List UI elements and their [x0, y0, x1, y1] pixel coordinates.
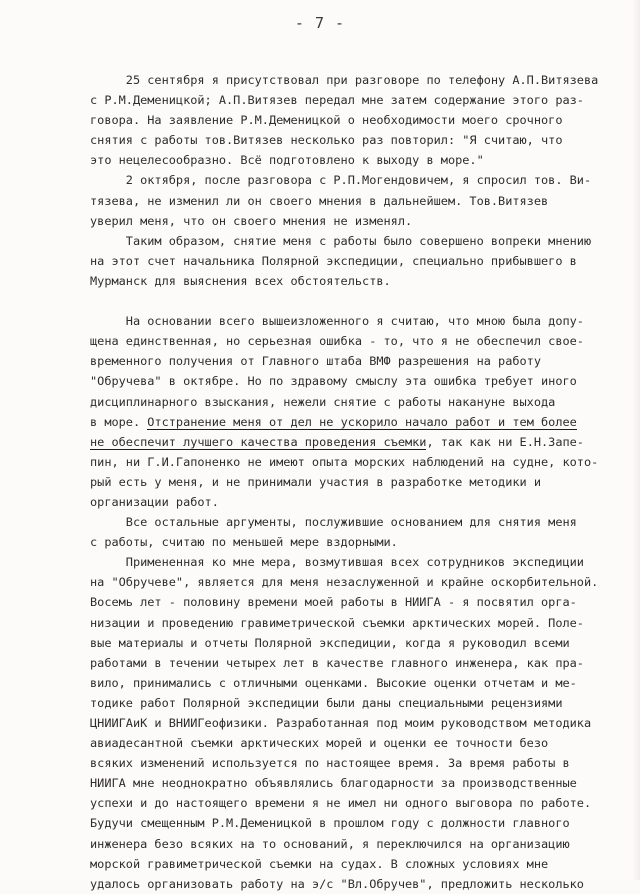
line-text: Восемь лет - половину времени моей работы в НИИГА - я посвятил орга- — [90, 595, 577, 610]
text-line — [90, 90, 630, 110]
line-text: тодике работ Полярной экспедиции были даны специальными рецензиями — [90, 695, 563, 710]
text-line — [90, 271, 630, 291]
line-text: временного получения от Главного штаба ВМФ разрешения на работу — [90, 354, 542, 369]
text-line — [90, 432, 630, 452]
line-text: дисциплинарного взыскания, нежели снятие с работы накануне выхода — [90, 394, 556, 409]
page-number: - 7 - — [294, 14, 346, 32]
line-text: НИИГА мне неоднократно объявлялись благодарности за производственные — [90, 776, 577, 791]
text-line — [90, 713, 630, 733]
line-text: всяких изменений используется по настоящее время. За время работы в — [90, 756, 570, 771]
line-text: на "Обручеве", является для меня незаслуженной и крайне оскорбительной. — [90, 575, 599, 590]
line-text: вые материалы и отчеты Полярной экспедиции, когда я руководил всеми — [90, 635, 570, 650]
line-text: удалось организовать работу на э/с "Вл.Обручев", предложить несколько — [90, 876, 584, 891]
text-line — [90, 572, 630, 592]
line-text: 2 октября, после разговора с Р.П.Могендовичем, я спросил тов. Ви- — [90, 173, 592, 188]
text-line — [90, 130, 630, 150]
text-line — [90, 753, 630, 773]
line-text: в море. — [90, 414, 148, 429]
line-text: пин, ни Г.И.Гапоненко не имеют опыта морских наблюдений на судне, кото- — [90, 454, 599, 469]
text-line — [90, 70, 630, 90]
line-text: низации и проведению гравиметрической съемки арктических морей. Поле- — [90, 615, 584, 630]
text-line — [90, 693, 630, 713]
text-line — [90, 311, 630, 331]
line-text: с Р.М.Деменицкой; А.П.Витязев передал мне затем содержание этого раз- — [90, 93, 584, 108]
text-line — [90, 191, 630, 211]
line-text: говора. На заявление Р.М.Деменицкой о необходимости моего срочного — [90, 113, 563, 128]
text-line — [90, 834, 630, 854]
text-line — [90, 492, 630, 512]
line-text: авиадесантной съемки арктических морей и оценки ее точности безо — [90, 736, 549, 751]
line-text: Таким образом, снятие меня с работы было совершено вопреки мнению — [90, 233, 592, 248]
text-line — [90, 231, 630, 251]
line-text: на этот счет начальника Полярной экспедиции, специально прибывшего в — [90, 253, 577, 268]
line-text: инженера безо всяких на то оснований, я переключился на организацию — [90, 836, 570, 851]
text-line — [90, 773, 630, 793]
text-line — [90, 452, 630, 472]
text-line — [90, 331, 630, 351]
line-text: работами в течении четырех лет в качестве главного инженера, как пра- — [90, 655, 584, 670]
text-line — [90, 653, 630, 673]
text-line — [90, 472, 630, 492]
line-text: с работы, считаю по меньшей мере вздорными. — [90, 535, 398, 550]
text-line — [90, 552, 630, 572]
line-text: это нецелесообразно. Всё подготовлено к выходу в море." — [90, 153, 484, 168]
text-line — [90, 793, 630, 813]
text-line — [90, 412, 630, 432]
text-line — [90, 371, 630, 391]
line-text: снятия с работы тов.Витязев несколько раз повторил: "Я считаю, что — [90, 133, 563, 148]
line-text: морской гравиметрической съемки на судах. В сложных условиях мне — [90, 856, 549, 871]
line-text: Все остальные аргументы, послужившие основанием для снятия меня — [90, 515, 577, 530]
underlined-text: не обеспечит лучшего качества проведения съемки — [90, 434, 427, 449]
text-line — [90, 392, 630, 412]
text-line — [90, 150, 630, 170]
line-text: Примененная ко мне мера, возмутившая всех сотрудников экспедиции — [90, 555, 584, 570]
text-line — [90, 170, 630, 190]
text-line — [90, 532, 630, 552]
text-line — [90, 673, 630, 693]
scan-edge — [632, 0, 640, 880]
line-text: успехи и до настоящего времени я не имел ни одного выговора по работе. — [90, 796, 592, 811]
line-text: , так как ни Е.Н.Запе- — [426, 434, 584, 449]
text-line — [90, 854, 630, 874]
line-text: уверил меня, что он своего мнения не изменял. — [90, 213, 413, 228]
text-line — [90, 633, 630, 653]
text-line — [90, 613, 630, 633]
text-line — [90, 110, 630, 130]
text-line — [90, 251, 630, 271]
line-text: вило, принимались с отличными оценками. Высокие оценки отчетам и ме- — [90, 675, 577, 690]
line-text: 25 сентября я присутствовал при разговоре по телефону А.П.Витязева — [90, 73, 599, 87]
line-text: рый есть у меня, и не принимали участия в разработке методики и — [90, 474, 542, 489]
line-text: Мурманск для выяснения всех обстоятельств. — [90, 273, 391, 288]
text-line — [90, 291, 630, 311]
line-text: Будучи смещенным Р.М.Деменицкой в прошлом году с должности главного — [90, 816, 570, 831]
text-line — [90, 351, 630, 371]
line-text: щена единственная, но серьезная ошибка - то, что я не обеспечил свое- — [90, 334, 584, 349]
line-text: ЦНИИГАиК и ВНИИГеофизики. Разработанная под моим руководством методика — [90, 716, 592, 730]
text-line — [90, 733, 630, 753]
document-body — [90, 70, 630, 894]
text-line — [90, 512, 630, 532]
line-text: "Обручева" в октябре. Но по здравому смыслу эта ошибка требует иного — [90, 374, 577, 389]
text-line — [90, 211, 630, 231]
text-line — [90, 874, 630, 894]
text-line — [90, 813, 630, 833]
line-text: тязева, не изменил ли он своего мнения в дальнейшем. Тов.Витязев — [90, 193, 549, 208]
underlined-text: Отстранение меня от дел не ускорило начало работ и тем более — [147, 414, 577, 429]
line-text: На основании всего вышеизложенного я считаю, что мною была допу- — [90, 314, 584, 329]
line-text: организации работ. — [90, 494, 219, 509]
text-line — [90, 592, 630, 612]
